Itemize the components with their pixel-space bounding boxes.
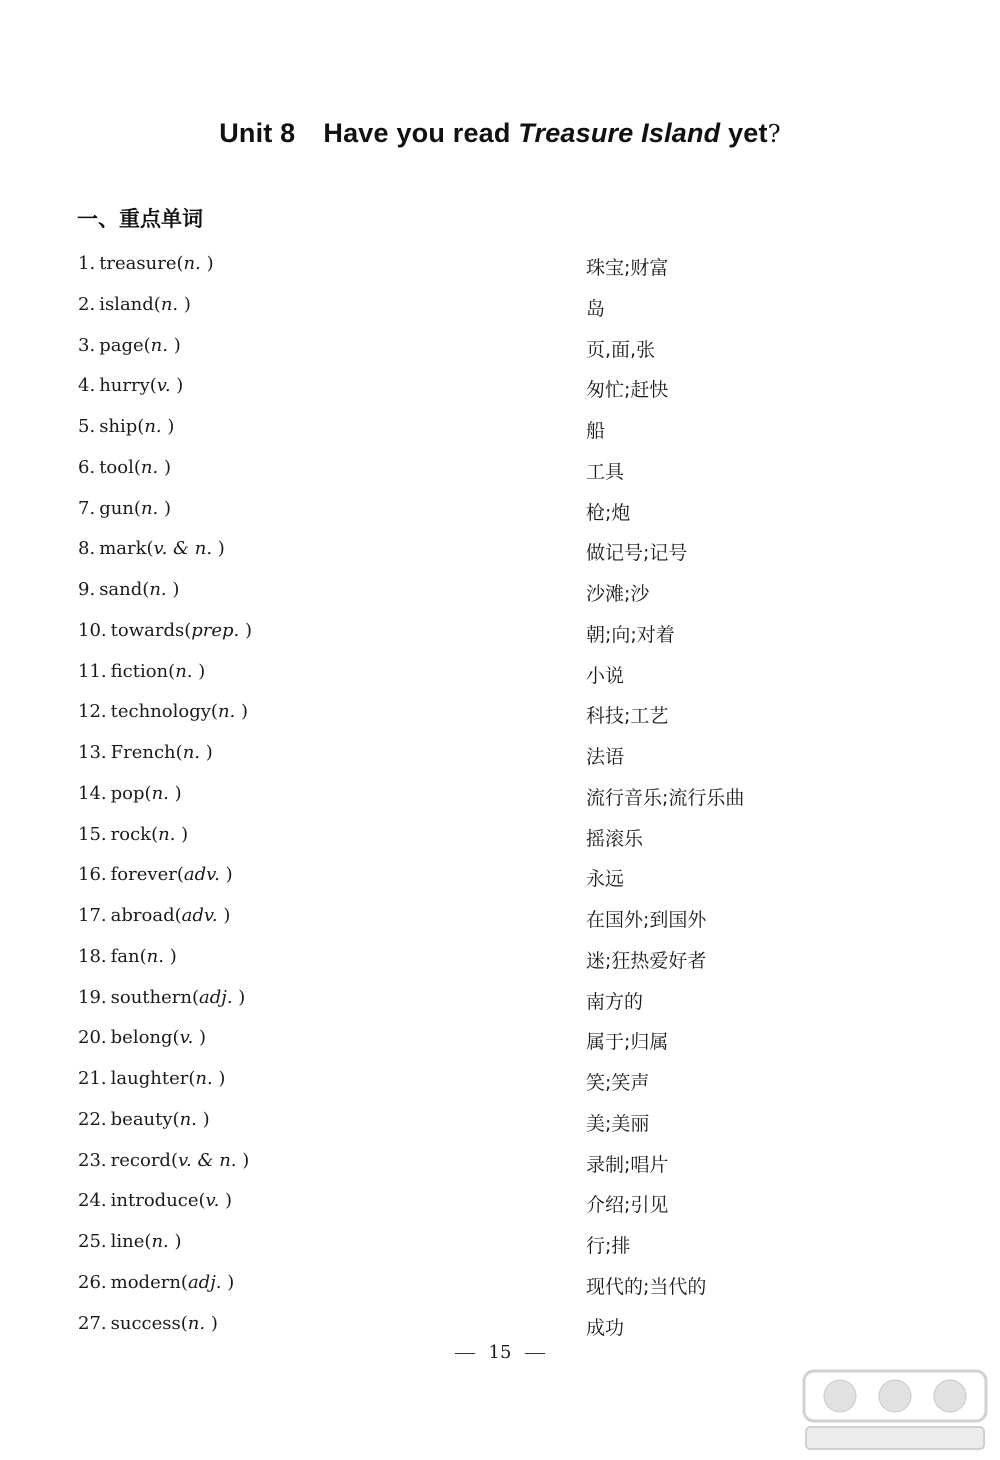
vocab-row: [0, 253, 1000, 285]
vocab-number: 22.: [78, 1108, 107, 1130]
vocab-word: laughter: [110, 1068, 189, 1089]
vocab-word: record: [110, 1149, 171, 1171]
vocab-row: [0, 375, 1000, 407]
part-of-speech: n.: [144, 416, 162, 437]
vocab-number: 7.: [78, 497, 96, 519]
vocab-number: 6.: [78, 456, 96, 478]
vocab-word: ship: [99, 416, 138, 437]
vocab-english: [78, 987, 245, 1008]
vocab-number: 14.: [78, 782, 107, 804]
paren-open: (: [137, 416, 145, 437]
vocab-english: [78, 620, 252, 641]
vocab-word: pop: [110, 782, 145, 804]
part-of-speech: n.: [149, 579, 167, 600]
paren-close: ): [158, 456, 171, 478]
vocab-row: [0, 824, 1000, 856]
part-of-speech: n.: [182, 742, 201, 763]
vocab-meaning: 美;美丽: [586, 1112, 650, 1135]
paren-open: (: [174, 905, 182, 926]
vocab-word: sand: [99, 579, 143, 600]
vocab-word: beauty: [110, 1108, 173, 1130]
vocab-meaning: 沙滩;沙: [586, 583, 650, 605]
vocab-english: [78, 864, 233, 885]
vocab-number: 12.: [78, 701, 107, 723]
vocab-row: [0, 1068, 1000, 1100]
paren-open: (: [176, 864, 184, 886]
paren-close: ): [200, 253, 214, 274]
vocab-number: 15.: [78, 823, 107, 845]
vocab-number: 13.: [78, 742, 107, 763]
dash-left: [455, 1353, 475, 1354]
vocab-row: [0, 1150, 1000, 1182]
paren-open: (: [210, 701, 218, 723]
book-title: Treasure Island: [518, 118, 721, 148]
vocab-row: [0, 620, 1000, 652]
paren-close: ): [232, 986, 246, 1008]
vocab-row: [0, 742, 1000, 774]
page-title: [0, 118, 1000, 149]
vocab-english: [78, 742, 213, 763]
vocab-number: 26.: [78, 1271, 107, 1293]
vocab-number: 1.: [78, 253, 96, 274]
vocab-english: [78, 294, 191, 315]
vocab-english: [78, 1027, 206, 1048]
part-of-speech: prep.: [191, 619, 240, 641]
vocab-english: [78, 1313, 218, 1334]
vocab-meaning: 匆忙;赶快: [586, 379, 669, 402]
vocab-meaning: 行;排: [586, 1235, 631, 1257]
vocab-number: 16.: [78, 864, 107, 886]
vocab-row: [0, 294, 1000, 326]
paren-close: ): [167, 334, 181, 356]
vocab-row: [0, 416, 1000, 448]
part-of-speech: n.: [183, 253, 201, 274]
paren-open: (: [188, 1068, 196, 1089]
paren-open: (: [133, 456, 141, 478]
part-of-speech: v.: [179, 1027, 194, 1049]
vocab-word: fiction: [110, 660, 169, 682]
paren-close: ): [178, 293, 191, 315]
vocab-row: [0, 1231, 1000, 1263]
vocab-number: 10.: [78, 619, 107, 641]
vocab-meaning: 船: [586, 420, 606, 442]
vocab-number: 17.: [78, 905, 107, 926]
vocab-english: [78, 538, 225, 559]
part-of-speech: n.: [151, 782, 169, 804]
vocab-word: island: [99, 293, 154, 315]
vocab-row: [0, 538, 1000, 570]
vocab-row: [0, 1109, 1000, 1141]
part-of-speech: v.: [205, 1190, 220, 1212]
vocab-word: gun: [99, 497, 134, 519]
vocab-english: [78, 498, 171, 519]
paren-close: ): [175, 823, 189, 845]
part-of-speech: v. & n.: [153, 538, 213, 560]
vocab-row: [0, 579, 1000, 611]
vocab-word: introduce: [110, 1190, 199, 1212]
vocab-meaning: 迷;狂热爱好者: [586, 949, 707, 972]
vocab-meaning: 朝;向;对着: [586, 623, 675, 646]
part-of-speech: v. & n.: [177, 1149, 237, 1171]
part-of-speech: n.: [146, 945, 164, 967]
vocab-number: 19.: [78, 986, 107, 1008]
title-pre: Have you read: [323, 118, 519, 148]
paren-open: (: [172, 1108, 180, 1130]
vocab-row: [0, 1272, 1000, 1304]
paren-open: (: [198, 1190, 206, 1212]
part-of-speech: v.: [156, 375, 171, 397]
paren-open: (: [191, 986, 200, 1008]
vocab-number: 9.: [78, 579, 96, 600]
paren-open: (: [144, 1231, 152, 1252]
paren-close: ): [219, 1190, 233, 1212]
vocab-meaning: 永远: [586, 868, 625, 891]
paren-close: ): [212, 538, 225, 560]
vocab-english: [78, 783, 182, 804]
vocab-word: forever: [110, 864, 177, 886]
paren-close: ): [219, 864, 233, 886]
vocab-number: 18.: [78, 945, 107, 967]
part-of-speech: n.: [179, 1108, 197, 1130]
vocab-meaning: 摇滚乐: [586, 827, 644, 850]
part-of-speech: n.: [158, 823, 176, 845]
vocab-row: [0, 1190, 1000, 1222]
vocab-meaning: 工具: [586, 460, 625, 483]
vocab-row: [0, 905, 1000, 937]
vocab-english: [78, 905, 230, 926]
paren-close: ): [164, 945, 177, 967]
vocab-row: [0, 457, 1000, 489]
vocab-row: [0, 335, 1000, 367]
vocab-word: page: [99, 334, 144, 356]
paren-close: ): [196, 1108, 210, 1130]
paren-open: (: [151, 823, 159, 845]
paren-open: (: [184, 619, 192, 641]
paren-open: (: [146, 538, 154, 560]
vocab-number: 4.: [78, 375, 96, 397]
paren-open: (: [143, 334, 151, 356]
part-of-speech: adj.: [187, 1271, 222, 1293]
paren-close: ): [217, 905, 231, 926]
vocab-row: [0, 1313, 1000, 1345]
vocab-number: 21.: [78, 1068, 107, 1089]
vocab-row: [0, 661, 1000, 693]
vocab-meaning: 录制;唱片: [586, 1153, 669, 1176]
vocab-english: [78, 457, 171, 478]
vocab-row: [0, 498, 1000, 530]
vocab-english: [78, 335, 181, 356]
title-post: yet: [720, 118, 768, 148]
vocab-english: [78, 946, 177, 967]
vocab-meaning: 小说: [586, 664, 625, 687]
watermark-logo: [800, 1367, 990, 1452]
part-of-speech: n.: [175, 660, 193, 682]
vocab-word: success: [110, 1312, 181, 1334]
vocab-english: [78, 579, 179, 600]
paren-close: ): [193, 1027, 207, 1049]
vocab-word: southern: [110, 986, 192, 1008]
vocab-word: tool: [99, 456, 134, 478]
dash-right: [525, 1353, 545, 1354]
paren-open: (: [144, 782, 152, 804]
vocab-number: 11.: [78, 660, 107, 682]
vocab-number: 25.: [78, 1231, 107, 1252]
paren-close: ): [166, 579, 180, 600]
paren-open: (: [153, 293, 161, 315]
paren-open: (: [139, 945, 147, 967]
page-number: [0, 1342, 1000, 1363]
paren-close: ): [236, 1149, 250, 1171]
vocab-number: 8.: [78, 538, 96, 560]
paren-close: ): [192, 660, 206, 682]
vocab-english: [78, 1231, 182, 1252]
vocab-english: [78, 1150, 249, 1171]
part-of-speech: adv.: [181, 905, 218, 926]
vocab-row: [0, 1027, 1000, 1059]
paren-close: ): [239, 619, 253, 641]
paren-close: ): [170, 375, 184, 397]
paren-open: (: [149, 375, 157, 397]
vocab-word: line: [110, 1231, 145, 1252]
vocab-word: belong: [110, 1027, 173, 1049]
vocab-meaning: 做记号;记号: [586, 542, 688, 565]
vocab-meaning: 枪;炮: [586, 501, 631, 524]
vocab-meaning: 成功: [586, 1316, 625, 1339]
vocab-number: 3.: [78, 334, 96, 356]
paren-close: ): [235, 701, 249, 723]
vocab-english: [78, 824, 188, 845]
unit-label: Unit 8: [219, 118, 296, 148]
vocab-row: [0, 946, 1000, 978]
paren-close: ): [221, 1271, 235, 1293]
paren-close: ): [161, 416, 175, 437]
vocab-word: French: [110, 742, 176, 763]
vocab-meaning: 笑;笑声: [586, 1072, 650, 1094]
vocab-english: [78, 1272, 234, 1293]
vocab-number: 2.: [78, 293, 96, 315]
vocab-meaning: 南方的: [586, 990, 644, 1013]
paren-close: ): [205, 1312, 218, 1334]
part-of-speech: n.: [140, 456, 159, 478]
vocab-word: abroad: [110, 905, 175, 926]
vocab-english: [78, 416, 174, 437]
vocab-row: [0, 783, 1000, 815]
vocab-meaning: 法语: [586, 746, 625, 768]
part-of-speech: n.: [160, 293, 179, 315]
vocab-english: [78, 253, 214, 274]
vocab-row: [0, 987, 1000, 1019]
vocab-word: modern: [110, 1271, 181, 1293]
paren-open: (: [175, 742, 183, 763]
part-of-speech: adj.: [199, 986, 233, 1008]
vocab-number: 24.: [78, 1190, 107, 1212]
vocab-word: fan: [110, 945, 140, 967]
vocab-meaning: 在国外;到国外: [586, 909, 707, 931]
vocab-english: [78, 1190, 232, 1211]
vocab-meaning: 流行音乐;流行乐曲: [586, 786, 745, 809]
vocab-word: hurry: [99, 375, 150, 397]
paren-close: ): [212, 1068, 226, 1089]
vocab-meaning: 属于;归属: [586, 1031, 669, 1054]
vocab-meaning: 页,面,张: [586, 338, 656, 361]
vocab-meaning: 岛: [586, 297, 606, 320]
vocab-english: [78, 701, 248, 722]
paren-open: (: [170, 1149, 178, 1171]
vocab-word: mark: [99, 538, 147, 560]
paren-close: ): [168, 1231, 182, 1252]
vocab-meaning: 现代的;当代的: [586, 1275, 707, 1298]
vocab-number: 27.: [78, 1312, 107, 1334]
vocab-word: rock: [110, 823, 152, 845]
paren-close: ): [158, 497, 172, 519]
vocab-english: [78, 375, 183, 396]
paren-open: (: [180, 1312, 188, 1334]
part-of-speech: n.: [140, 497, 159, 519]
vocab-meaning: 科技;工艺: [586, 705, 669, 728]
part-of-speech: n.: [150, 334, 168, 356]
vocab-number: 5.: [78, 416, 96, 437]
vocab-row: [0, 864, 1000, 896]
paren-open: (: [168, 660, 176, 682]
vocab-row: [0, 701, 1000, 733]
vocab-number: 23.: [78, 1149, 107, 1171]
paren-open: (: [176, 253, 184, 274]
vocab-word: technology: [110, 701, 211, 723]
vocab-english: [78, 1068, 225, 1089]
vocab-english: [78, 1109, 210, 1130]
paren-close: ): [200, 742, 213, 763]
paren-open: (: [180, 1271, 188, 1293]
title-question-mark: ?: [767, 120, 781, 148]
page-number-text: 15: [488, 1342, 512, 1363]
part-of-speech: n.: [195, 1068, 213, 1089]
part-of-speech: n.: [151, 1231, 169, 1252]
paren-open: (: [142, 579, 150, 600]
vocab-english: [78, 661, 205, 682]
vocab-number: 20.: [78, 1027, 107, 1049]
part-of-speech: n.: [217, 701, 236, 723]
section-heading: 一、重点单词: [77, 207, 203, 231]
vocab-word: treasure: [99, 253, 177, 274]
vocab-meaning: 珠宝;财富: [586, 257, 669, 279]
paren-open: (: [133, 497, 141, 519]
paren-close: ): [168, 782, 182, 804]
vocab-word: towards: [110, 619, 185, 641]
vocab-meaning: 介绍;引见: [586, 1194, 669, 1217]
paren-open: (: [172, 1027, 180, 1049]
part-of-speech: adv.: [183, 864, 220, 886]
part-of-speech: n.: [187, 1312, 206, 1334]
